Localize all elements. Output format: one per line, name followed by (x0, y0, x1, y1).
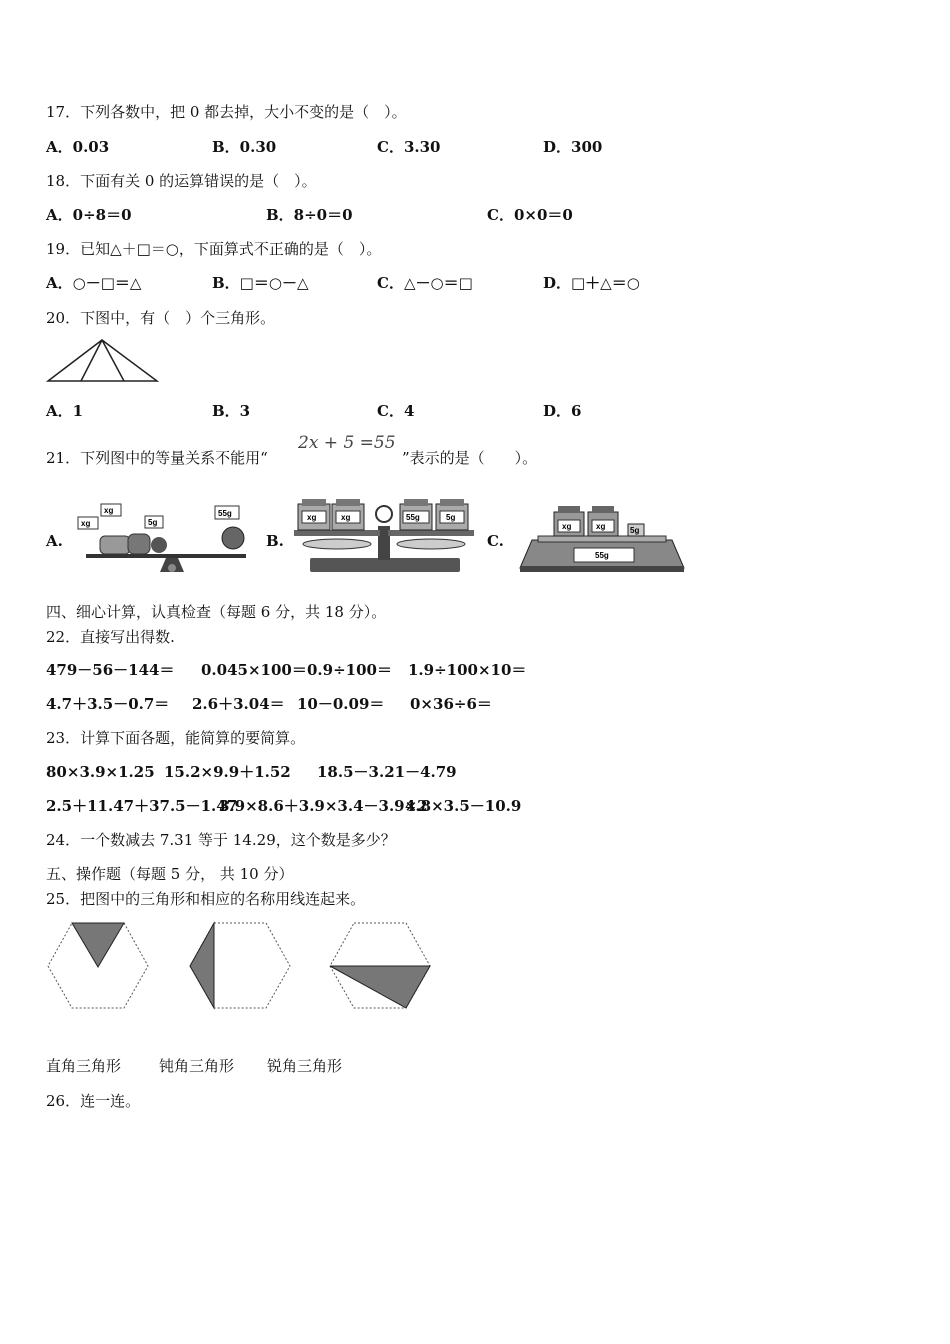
q22-r2-c1: 4.7＋3.5－0.7＝ (46, 695, 170, 713)
q25-stem: 25．把图中的三角形和相应的名称用线连起来。 (46, 890, 366, 908)
q21-label-c[interactable]: C. (487, 532, 504, 550)
q17-option-c[interactable]: C．3.30 (377, 138, 441, 156)
q22-r2-c3: 10－0.09＝ (297, 695, 385, 713)
q17-option-d[interactable]: D．300 (543, 138, 603, 156)
q22-r1-c2: 0.045×100＝ (201, 661, 307, 679)
q19-option-d[interactable]: D．□＋△＝○ (543, 274, 640, 292)
balance-scale-figure[interactable] (292, 496, 476, 576)
q23-r2-c2: 3.9×8.6＋3.9×3.4－3.9×2 (219, 797, 428, 815)
label-5g-2: 5g (446, 513, 456, 522)
q21-formula: 2x + 5 =55 (298, 433, 396, 453)
q19-stem: 19．已知△＋□＝○，下面算式不正确的是（ ）。 (46, 240, 382, 258)
hexagon-figure-1 (46, 920, 152, 1010)
q17-option-b[interactable]: B．0.30 (212, 138, 277, 156)
label-xg-4: xg (341, 513, 351, 522)
q19-option-a[interactable]: A．○－□＝△ (46, 274, 142, 292)
q20-option-a[interactable]: A．1 (46, 402, 84, 420)
label-xg-3: xg (307, 513, 317, 522)
name-right-triangle[interactable]: 直角三角形 (46, 1057, 122, 1075)
q23-stem: 23．计算下面各题，能简算的要简算。 (46, 729, 306, 747)
q22-r1-c1: 479－56－144＝ (46, 661, 175, 679)
q23-r2-c3: 4.8×3.5－10.9 (405, 797, 522, 815)
q20-stem: 20．下图中，有（ ）个三角形。 (46, 309, 276, 327)
q23-r1-c3: 18.5－3.21－4.79 (317, 763, 457, 781)
q22-r1-c3: 0.9÷100＝ (307, 661, 392, 679)
q21-label-a[interactable]: A. (46, 532, 63, 550)
q19-option-b[interactable]: B．□＝○－△ (212, 274, 309, 292)
q22-stem: 22．直接写出得数. (46, 628, 175, 646)
q26-stem: 26．连一连。 (46, 1092, 141, 1110)
label-xg-6: xg (596, 522, 606, 531)
q22-r1-c4: 1.9÷100×10＝ (408, 661, 527, 679)
seesaw-scale-figure[interactable] (68, 498, 258, 576)
q23-r1-c2: 15.2×9.9＋1.52 (164, 763, 291, 781)
q19-option-c[interactable]: C．△－○＝□ (377, 274, 473, 292)
section4-title: 四、细心计算，认真检查（每题 6 分，共 18 分）。 (46, 603, 387, 621)
label-55g: 55g (218, 509, 232, 518)
q22-r2-c2: 2.6＋3.04＝ (192, 695, 285, 713)
q24-stem: 24．一个数减去 7.31 等于 14.29，这个数是多少？ (46, 831, 396, 849)
label-xg-2: xg (104, 506, 114, 515)
q20-option-d[interactable]: D．6 (543, 402, 582, 420)
q23-r2-c1: 2.5＋11.47＋37.5－1.47 (46, 797, 238, 815)
label-5g-3: 5g (630, 526, 640, 535)
label-55g-2: 55g (406, 513, 420, 522)
platform-scale-figure[interactable] (518, 498, 686, 576)
q17-option-a[interactable]: A．0.03 (46, 138, 110, 156)
q17-stem: 17．下列各数中，把 0 都去掉，大小不变的是（ ）。 (46, 103, 407, 121)
label-55g-3: 55g (595, 551, 609, 560)
hexagon-figure-2 (188, 920, 294, 1010)
label-5g: 5g (148, 518, 158, 527)
label-xg-1: xg (81, 519, 91, 528)
hexagon-figure-3 (328, 920, 434, 1010)
label-xg-5: xg (562, 522, 572, 531)
name-obtuse-triangle[interactable]: 钝角三角形 (159, 1057, 235, 1075)
triangle-figure (46, 338, 160, 384)
q18-option-c[interactable]: C．0×0＝0 (487, 206, 573, 224)
q21-stem-before: 21．下列图中的等量关系不能用“ (46, 449, 268, 467)
name-acute-triangle[interactable]: 锐角三角形 (267, 1057, 343, 1075)
q21-stem-after: ”表示的是（ ）。 (402, 449, 538, 467)
q20-option-b[interactable]: B．3 (212, 402, 251, 420)
q20-option-c[interactable]: C．4 (377, 402, 415, 420)
q21-label-b[interactable]: B. (266, 532, 284, 550)
section5-title: 五、操作题（每题 5 分， 共 10 分） (46, 865, 294, 883)
q18-stem: 18．下面有关 0 的运算错误的是（ ）。 (46, 172, 317, 190)
q23-r1-c1: 80×3.9×1.25 (46, 763, 155, 781)
q18-option-a[interactable]: A．0÷8＝0 (46, 206, 132, 224)
q22-r2-c4: 0×36÷6＝ (410, 695, 492, 713)
q18-option-b[interactable]: B．8÷0＝0 (266, 206, 353, 224)
